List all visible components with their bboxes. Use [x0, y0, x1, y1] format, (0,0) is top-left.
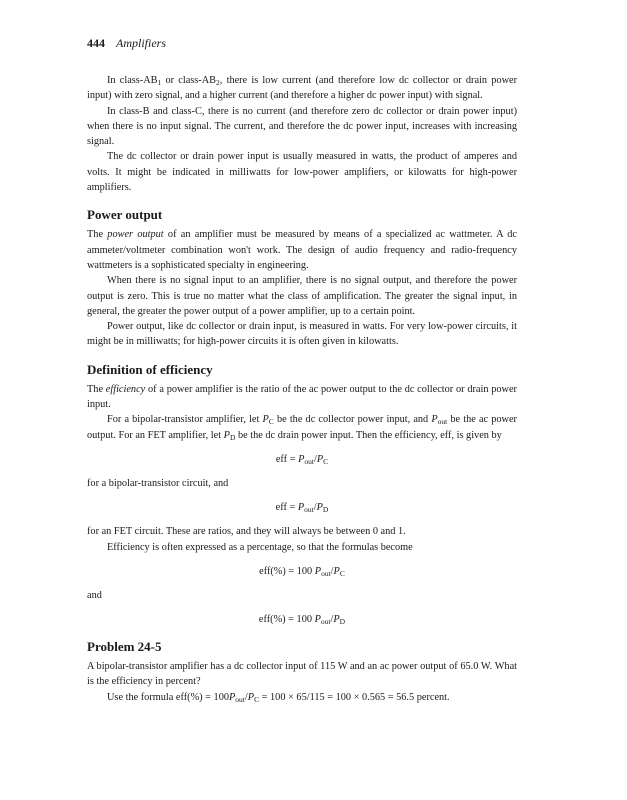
paragraph-percentage: Efficiency is often expressed as a percentage, so that the formulas become: [107, 541, 413, 553]
paragraph-and: and: [87, 589, 102, 601]
running-head: [87, 36, 517, 51]
paragraph-problem-statement: A bipolar-transistor amplifier has a dc collector input of 115 W and an ac power output of 65.0 W. What is the efficiency in percent?: [87, 661, 517, 688]
paragraph-class-b-c: In class-B and class-C, there is no current (and therefore zero dc collector or drain power input) when there is no input signal. The current, and therefore the dc power input, increases with increasing signal.: [87, 105, 517, 148]
heading-problem: Problem 24-5: [87, 639, 162, 655]
paragraph-bipolar-circuit: for a bipolar-transistor circuit, and: [87, 477, 229, 489]
equation-eff-percent-bipolar: eff(%) = 100 $P_{out}/P_C$: [259, 565, 345, 578]
equation-eff-bipolar: eff = $P_{out}/P_C$: [275, 453, 329, 466]
paragraph-dc-input-units: The dc collector or drain power input is usually measured in watts, the product of amperes and volts. It might be indicated in milliwatts for low-power amplifiers, or kilowatts for high-power amplifiers.: [87, 151, 517, 194]
paragraph-problem-solution: Use the formula $eff(\%) = 100P_{out}/P_C = 100 \times 65/115 = 100 \times 0.565 = 56.5$ percent.: [107, 691, 450, 704]
heading-efficiency: Definition of efficiency: [87, 361, 213, 377]
document-page: [87, 30, 517, 705]
paragraph-no-signal: When there is no signal input to an amplifier, there is no signal output, and therefore the power output is zero. This is true no matter what the class of amplification. The greater the signal input, in general, the greater the power output of a power amplifier, up to a certain point.: [87, 275, 517, 317]
equation-eff-percent-fet: eff(%) = 100 $P_{out}/P_D$: [258, 614, 346, 627]
paragraph-class-ab: In class-$AB_1$ or class-$AB_2$, there is low current (and therefore low dc collector or drain power input) with zero signal, and a higher current (and therefore a higher dc power input) with signal.: [87, 75, 517, 102]
paragraph-power-units: Power output, like dc collector or drain input, is measured in watts. For very low-power circuits, it might be in milliwatts; for high-power circuits it is often given in kilowatts.: [87, 321, 517, 348]
page-number: 444: [87, 36, 105, 50]
equation-eff-fet: eff = $P_{out}/P_D$: [275, 502, 329, 515]
chapter-title: Amplifiers: [116, 36, 166, 50]
paragraph-variables: For a bipolar-transistor amplifier, let $P_C$ be the dc collector power input, and $P_{out}$ be the ac power output. For an FET amplifier, let $P_D$ be the dc drain power input. Then the efficiency, eff, is given by: [87, 414, 517, 442]
paragraph-power-output-def: The power output of an amplifier must be measured by means of a specialized ac wattmeter. A dc ammeter/voltmeter combination won't work. The design of audio frequency and radio-frequency wattmeters is a sophisticated specialty in engineering.: [87, 229, 517, 271]
paragraph-efficiency-def: The efficiency of a power amplifier is the ratio of the ac power output to the dc collector or drain power input.: [87, 383, 517, 411]
paragraph-fet-circuit: for an FET circuit. These are ratios, and they will always be between 0 and 1.: [87, 526, 406, 538]
heading-power-output: Power output: [87, 207, 163, 223]
